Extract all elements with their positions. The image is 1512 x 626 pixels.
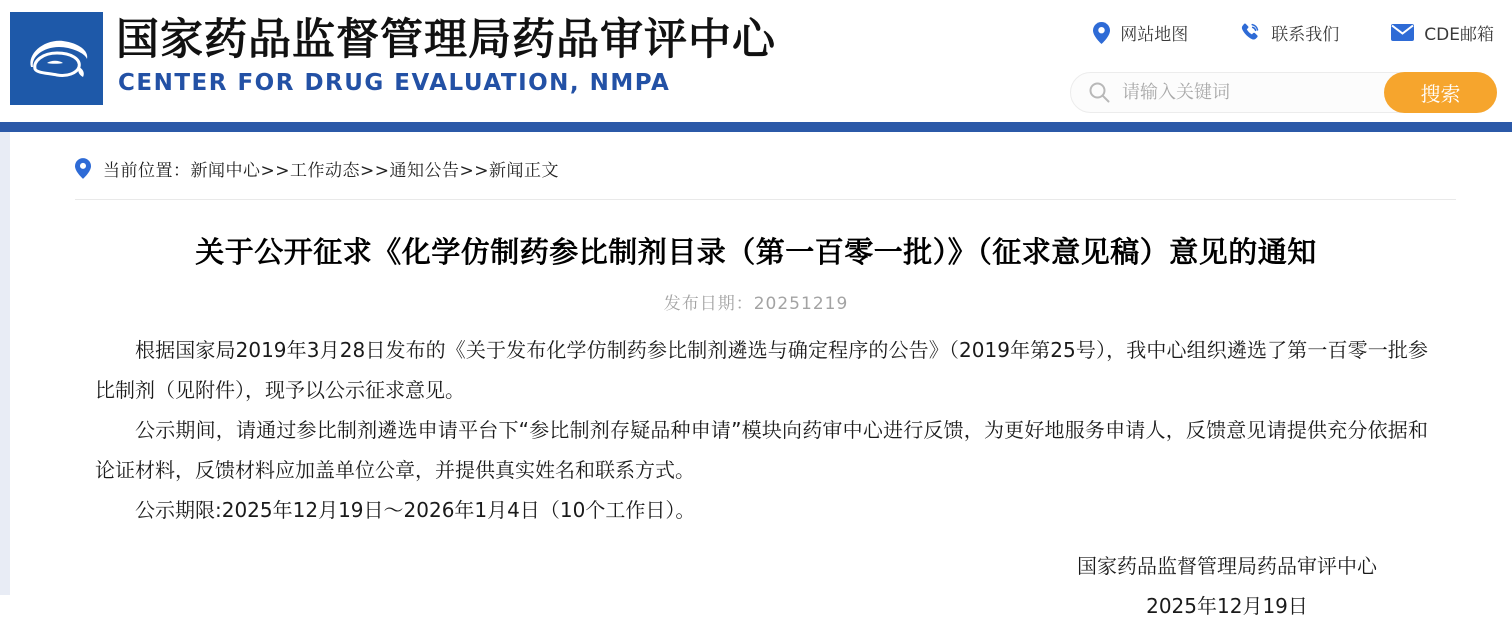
cde-mail-link[interactable] [1391,20,1494,45]
paragraph-2: 公示期间，请通过参比制剂遴选申请平台下“参比制剂存疑品种申请”模块向药审中心进行反馈，为更好地服务申请人，反馈意见请提供充分依据和论证材料，反馈材料应加盖单位公章，并提供真实姓名和联系方式。 [95,418,1428,482]
publish-date: 发布日期：20251219 [663,294,849,314]
contact-us-link[interactable] [1240,20,1339,45]
breadcrumb-pin-icon [75,158,91,179]
cde-logo-swirl-icon [21,29,93,89]
paragraph-1: 根据国家局2019年3月28日发布的《关于发布化学仿制药参比制剂遴选与确定程序的公告》（2019年第25号），我中心组织遴选了第一百零一批参比制剂（见附件），现予以公示征求意见。 [95,338,1428,402]
cde-mail-link-label: CDE邮箱 [1424,25,1494,45]
breadcrumb [75,132,1456,200]
contact-us-link-label: 联系我们 [1271,25,1340,45]
envelope-icon [1391,24,1414,41]
article [0,230,1512,626]
signature-date: 2025年12月19日 [1146,594,1308,618]
paragraph-3: 公示期限:2025年12月19日～2026年1月4日（10个工作日）。 [135,498,696,522]
phone-icon [1240,22,1261,43]
sitemap-link-label: 网站地图 [1120,25,1189,45]
header-divider-bar [0,122,1512,132]
signature-block [0,546,1377,626]
article-body [95,330,1428,530]
sitemap-link[interactable] [1093,20,1188,45]
search-button[interactable]: 搜索 [1384,72,1497,113]
location-pin-icon [1093,22,1110,44]
breadcrumb-path[interactable]: 当前位置：新闻中心>>工作动态>>通知公告>>新闻正文 [103,161,559,181]
search-icon [1089,82,1110,103]
site-subtitle: CENTER FOR DRUG EVALUATION, NMPA [118,70,671,96]
search-bar [1070,72,1497,113]
site-header [0,0,1512,122]
article-title: 关于公开征求《化学仿制药参比制剂目录（第一百零一批）》（征求意见稿）意见的通知 [195,235,1317,269]
site-title: 国家药品监督管理局药品审评中心 [116,15,776,65]
header-quick-links [1093,20,1494,45]
signature-org: 国家药品监督管理局药品审评中心 [1077,554,1377,578]
cde-logo [10,12,103,105]
